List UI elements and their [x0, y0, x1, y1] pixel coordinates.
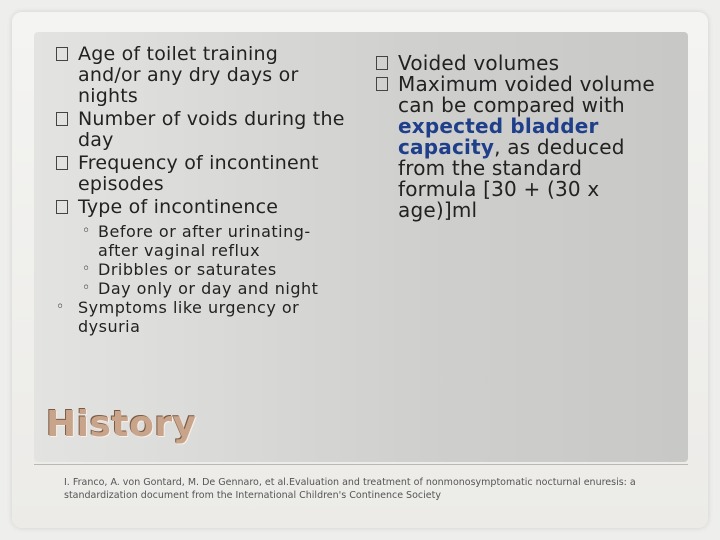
- sub-bullet-text: Before or after urinating- after vaginal reflux: [98, 222, 311, 260]
- emphasis-text: expected bladder capacity: [398, 114, 599, 159]
- square-bullet-icon: [56, 47, 68, 61]
- bullet-text: Type of incontinence: [78, 196, 279, 218]
- bullet-text: Frequency of incontinent episodes: [78, 152, 319, 195]
- sub-bullet-list: [46, 222, 346, 336]
- square-bullet-icon: [56, 156, 68, 170]
- square-bullet-icon: [56, 200, 68, 214]
- sub-bullet-text: Dribbles or saturates: [98, 260, 277, 279]
- citation-text: I. Franco, A. von Gontard, M. De Gennaro, et al.Evaluation and treatment of nonmonosymptomatic nocturnal enuresis: a standardization document from the International Children's Continence Society: [64, 477, 636, 501]
- bullet-item: [366, 74, 656, 221]
- bullet-item: [46, 197, 346, 218]
- bullet-text-suffix: , as deduced from the standard formula [30 + (30 x age)]ml: [398, 135, 625, 222]
- circle-bullet-icon: ◦: [82, 223, 91, 239]
- sub-bullet-text: Symptoms like urgency or dysuria: [78, 298, 300, 336]
- bullet-text: Voided volumes: [398, 51, 560, 75]
- bullet-text-prefix: Maximum voided volume can be compared with: [398, 72, 655, 117]
- bullet-text: Age of toilet training and/or any dry days or nights: [78, 43, 299, 107]
- circle-bullet-icon: ◦: [82, 280, 91, 296]
- bullet-text: Number of voids during the day: [78, 108, 345, 151]
- bullet-item: [46, 153, 346, 195]
- slide-title: History: [46, 404, 197, 445]
- footer-divider: [34, 464, 688, 465]
- bullet-item: [46, 109, 346, 151]
- bullet-item: [366, 53, 656, 74]
- sub-bullet-text: Day only or day and night: [98, 279, 319, 298]
- sub-bullet-item: [46, 298, 346, 336]
- left-column: [46, 44, 346, 336]
- circle-bullet-icon: ◦: [56, 299, 65, 315]
- square-bullet-icon: [376, 56, 388, 70]
- square-bullet-icon: [376, 77, 388, 91]
- sub-bullet-item: [46, 222, 346, 260]
- sub-bullet-item: [46, 260, 346, 279]
- sub-bullet-item: [46, 279, 346, 298]
- circle-bullet-icon: ◦: [82, 261, 91, 277]
- square-bullet-icon: [56, 112, 68, 126]
- bullet-item: [46, 44, 346, 107]
- right-column: [366, 53, 656, 221]
